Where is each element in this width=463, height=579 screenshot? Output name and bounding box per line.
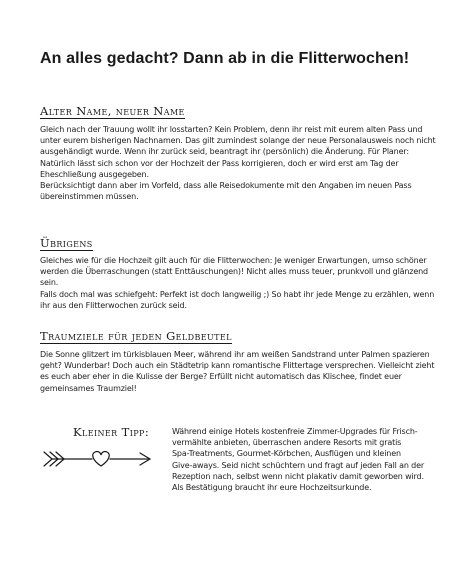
section-heading-uebrigens: Übrigens <box>40 236 93 250</box>
section-heading-traumziele: Traumziele für jeden Geldbeutel <box>40 329 232 343</box>
page-title: An alles gedacht? Dann ab in die Flitterwochen! <box>40 50 410 67</box>
tip-line: vermählte anbieten, überraschen andere Resorts mit gratis <box>172 438 402 448</box>
paragraph: Gleiches wie für die Hochzeit gilt auch für die Flitterwochen: Je weniger Erwartungen, umso schöner werden die Überraschungen (statt Enttäuschungen)! Nicht alles muss teuer, prunkvoll und glänzend sein. <box>40 256 428 288</box>
tip-line: Give-aways. Seid nicht schüchtern und fragt auf jeden Fall an der <box>172 460 425 470</box>
section-body-name <box>40 124 436 202</box>
tip-line: Rezeption nach, selbst wenn nicht plakativ damit geworben wird. <box>172 471 424 481</box>
tip-line: Spa-Treatments, Gourmet-Körbchen, Ausflügen und kleinen <box>172 449 401 459</box>
paragraph: Berücksichtigt dann aber im Vorfeld, dass alle Reisedokumente mit den Angaben im neuen Pass übereinstimmen müssen. <box>40 181 412 202</box>
section-body-uebrigens <box>40 255 436 311</box>
tip-line: Während einige Hotels kostenfreie Zimmer-Upgrades für Frisch- <box>172 427 418 436</box>
tip-box <box>40 418 450 518</box>
arrow-with-heart-icon <box>40 438 160 478</box>
section-body-traumziele <box>40 349 436 394</box>
paragraph: Die Sonne glitzert im türkisblauen Meer, während ihr am weißen Sandstrand unter Palmen spazieren geht? Wunderbar! Doch auch ein Städtetrip kann romantische Flittertage versprechen. Vielleicht zieht es euch aber eher in die Kulisse der Berge? Erfüllt nicht automatisch das Klischee, findet euer gemeinsames Traumziel! <box>40 350 435 393</box>
tip-text <box>172 426 450 493</box>
tip-label: Kleiner Tipp: <box>73 425 150 439</box>
tip-line: Als Bestätigung braucht ihr eure Hochzeitsurkunde. <box>172 483 372 493</box>
paragraph: Gleich nach der Trauung wollt ihr losstarten? Kein Problem, denn ihr reist mit eurem alten Pass und unter eurem bisherigen Nachnamen. Das gilt zumindest solange der neue Personalausweis noch nicht ausgehändigt wurde. Wenn ihr zurück seid, beantragt ihr (persönlich) die Änderung. Für Planer: Natürlich lässt sich schon vor der Hochzeit der Pass korrigieren, doch er wird erst am Tag der Eheschließung ausgegeben. <box>40 125 436 179</box>
section-heading-name: Alter Name, neuer Name <box>40 104 185 118</box>
paragraph: Falls doch mal was schiefgeht: Perfekt ist doch langweilig ;) So habt ihr jede Menge zu erzählen, wenn ihr aus den Flitterwochen zurück seid. <box>40 289 435 310</box>
